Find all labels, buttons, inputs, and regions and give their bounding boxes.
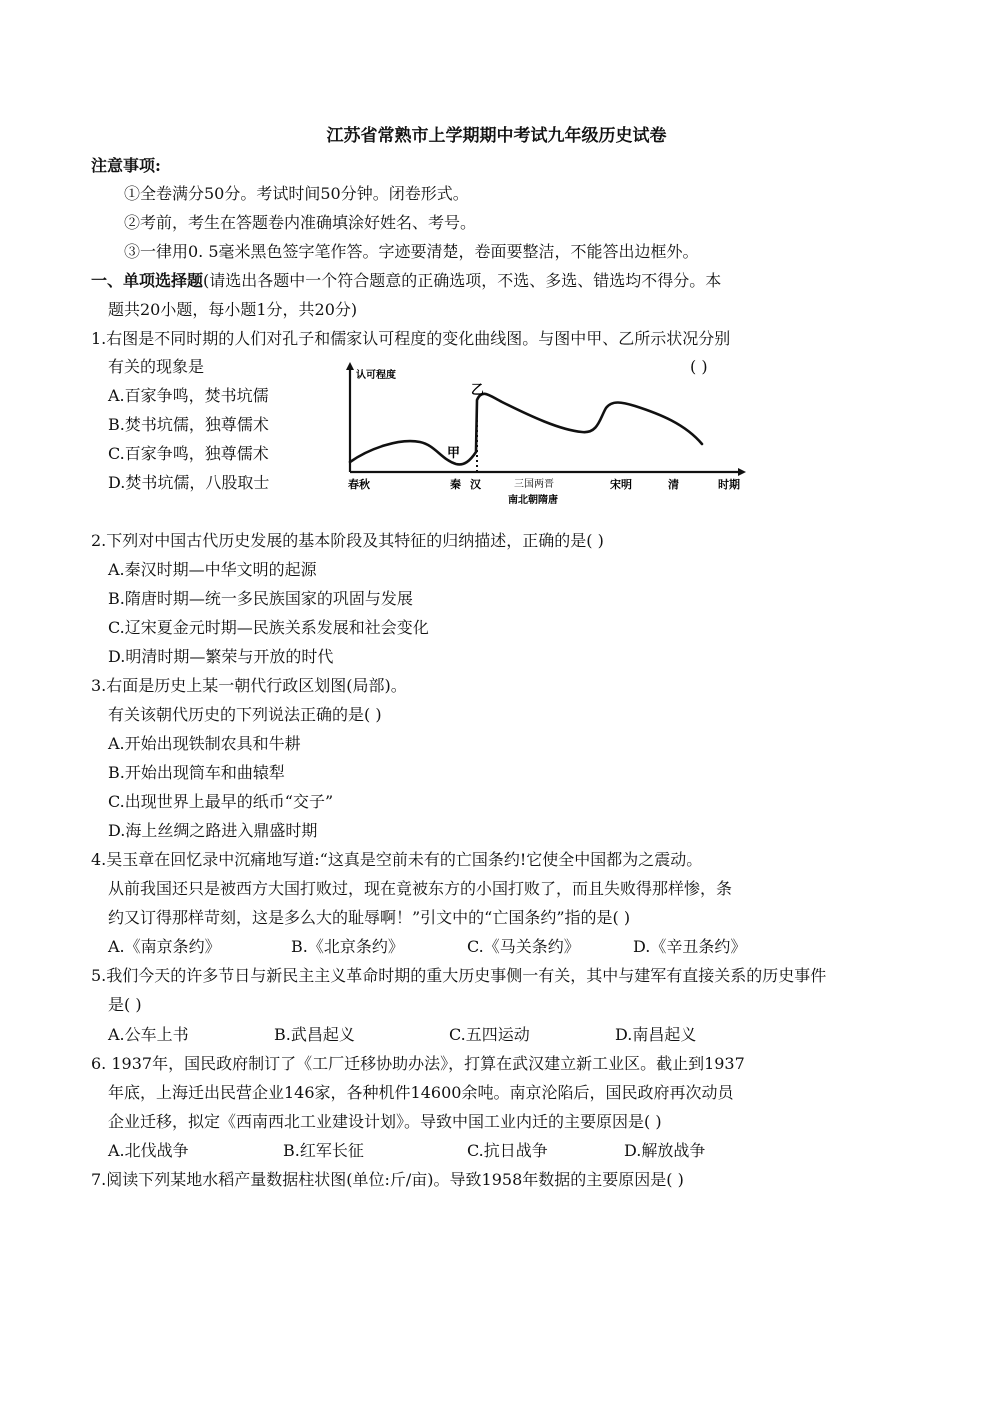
q2-stem: 2.下列对中国古代历史发展的基本阶段及其特征的归纳描述，正确的是( ) [91, 531, 604, 550]
q5-options [0, 1025, 993, 1045]
x-label-nanbei: 南北朝隋唐 [508, 495, 558, 506]
section-header [91, 271, 721, 291]
q5-option-d: D.南昌起义 [615, 1025, 697, 1044]
section-heading: 一、单项选择题 [91, 271, 204, 290]
notice-item: ②考前，考生在答题卷内准确填涂好姓名、考号。 [124, 213, 477, 232]
marker-jia: 甲 [447, 446, 461, 461]
q6-option-a: A.北伐战争 [108, 1141, 189, 1160]
q6-stem: 6. 1937年，国民政府制订了《工厂迁移协助办法》，打算在武汉建立新工业区。截止到1937 [91, 1054, 745, 1073]
marker-yi: 乙 [471, 383, 485, 398]
q5-option-a: A.公车上书 [108, 1025, 189, 1044]
x-label-han: 汉 [470, 478, 481, 491]
q4-option-a: A.《南京条约》 [108, 937, 221, 956]
q2-option-d: D.明清时期—繁荣与开放的时代 [108, 647, 334, 666]
q4-option-b: B.《北京条约》 [291, 937, 404, 956]
recognition-curve-figure [330, 360, 760, 515]
q6-options [0, 1141, 993, 1161]
q1-stem-cont: 有关的现象是 [108, 357, 205, 376]
notice-heading: 注意事项: [91, 156, 161, 175]
q3-option-d: D.海上丝绸之路进入鼎盛时期 [108, 821, 318, 840]
q3-stem: 3.右面是历史上某一朝代行政区划图(局部)。 [91, 676, 407, 695]
q1-option-d: D.焚书坑儒，八股取士 [108, 473, 270, 492]
q1-stem: 1.右图是不同时期的人们对孔子和儒家认可程度的变化曲线图。与图中甲、乙所示状况分别 [91, 329, 731, 348]
q4-stem-cont: 约又订得那样苛刻，这是多么大的耻辱啊！”引文中的“亡国条约”指的是( ) [108, 908, 631, 927]
q3-option-b: B.开始出现筒车和曲辕犁 [108, 763, 285, 782]
q5-stem: 5.我们今天的许多节日与新民主主义革命时期的重大历史事侧一有关，其中与建军有直接关系的历史事件 [91, 966, 827, 985]
q5-option-c: C.五四运动 [449, 1025, 530, 1044]
q4-stem: 4.吴玉章在回忆录中沉痛地写道:“这真是空前未有的亡国条约!它使全中国都为之震动。 [91, 850, 703, 869]
q6-stem-cont: 年底，上海迁出民营企业146家，各种机件14600余吨。南京沦陷后，国民政府再次动员 [108, 1083, 734, 1102]
x-label-sanguo: 三国两晋 [514, 479, 554, 490]
section-instruction-cont: 题共20小题，每小题1分，共20分) [108, 300, 358, 319]
recognition-curve [350, 394, 702, 465]
q2-option-b: B.隋唐时期—统一多民族国家的巩固与发展 [108, 589, 413, 608]
x-label-qing: 清 [668, 478, 679, 491]
q6-stem-cont: 企业迁移，拟定《西南西北工业建设计划》。导致中国工业内迁的主要原因是( ) [108, 1112, 662, 1131]
q1-option-c: C.百家争鸣，独尊儒术 [108, 444, 269, 463]
q3-stem-cont: 有关该朝代历史的下列说法正确的是( ) [108, 705, 382, 724]
x-label-chunqiu: 春秋 [348, 478, 370, 491]
q2-option-c: C.辽宋夏金元时期—民族关系发展和社会变化 [108, 618, 429, 637]
q7-stem: 7.阅读下列某地水稻产量数据柱状图(单位:斤/亩)。导致1958年数据的主要原因是( ) [91, 1170, 684, 1189]
q6-option-c: C.抗日战争 [467, 1141, 548, 1160]
q4-option-c: C.《马关条约》 [467, 937, 580, 956]
q3-option-a: A.开始出现铁制农具和牛耕 [108, 734, 301, 753]
q1-option-b: B.焚书坑儒，独尊儒术 [108, 415, 269, 434]
q2-option-a: A.秦汉时期—中华文明的起源 [108, 560, 317, 579]
section-instruction: (请选出各题中一个符合题意的正确选项，不选、多选、错选均不得分。本 [203, 271, 722, 290]
x-axis-label: 时期 [718, 478, 740, 491]
notice-item: ①全卷满分50分。考试时间50分钟。闭卷形式。 [124, 184, 469, 203]
q4-options [0, 937, 993, 957]
q4-option-d: D.《辛丑条约》 [633, 937, 747, 956]
x-axis-arrow [738, 468, 746, 476]
q1-option-a: A.百家争鸣，焚书坑儒 [108, 386, 269, 405]
y-axis-label: 认可程度 [356, 370, 396, 381]
q4-stem-cont: 从前我国还只是被西方大国打败过，现在竟被东方的小国打败了，而且失败得那样惨，条 [108, 879, 733, 898]
q1-answer-paren: ( ) [690, 357, 708, 376]
y-axis-arrow [346, 362, 354, 370]
notice-item: ③一律用0. 5毫米黑色签字笔作答。字迹要清楚，卷面要整洁，不能答出边框外。 [124, 242, 699, 261]
x-label-qin: 秦 [450, 478, 461, 491]
q5-option-b: B.武昌起义 [274, 1025, 355, 1044]
exam-title: 江苏省常熟市上学期期中考试九年级历史试卷 [326, 126, 667, 146]
q5-stem-cont: 是( ) [108, 995, 142, 1014]
q6-option-d: D.解放战争 [624, 1141, 706, 1160]
q3-option-c: C.出现世界上最早的纸币“交子” [108, 792, 334, 811]
x-label-songming: 宋明 [610, 478, 632, 491]
q6-option-b: B.红军长征 [283, 1141, 364, 1160]
